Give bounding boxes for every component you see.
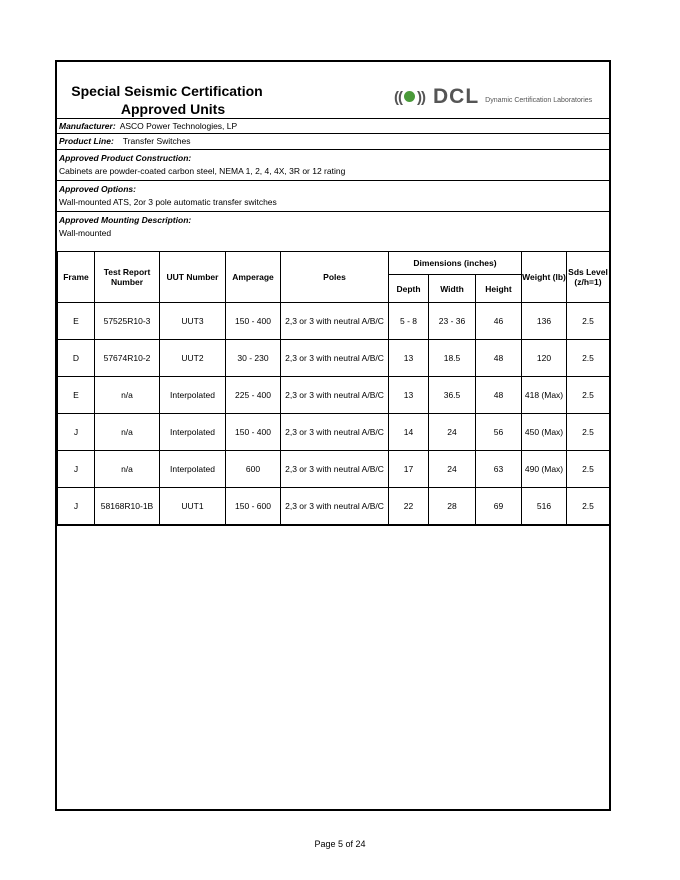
- cell-report: 57525R10-3: [95, 303, 160, 340]
- table-row: [58, 414, 610, 451]
- cell-height: 63: [476, 451, 522, 488]
- cell-poles: 2,3 or 3 with neutral A/B/C: [281, 488, 389, 526]
- cell-uut: UUT3: [160, 303, 226, 340]
- cell-sds: 2.5: [567, 451, 610, 488]
- cell-amperage: 30 - 230: [226, 340, 281, 377]
- signal-waves-icon: (( )): [394, 88, 425, 106]
- cell-report: n/a: [95, 414, 160, 451]
- cell-poles: 2,3 or 3 with neutral A/B/C: [281, 303, 389, 340]
- cell-frame: J: [58, 488, 95, 526]
- cell-sds: 2.5: [567, 414, 610, 451]
- construction-label: Approved Product Construction:: [59, 153, 192, 163]
- cell-depth: 22: [389, 488, 429, 526]
- options-row: [57, 180, 609, 211]
- cell-depth: 5 - 8: [389, 303, 429, 340]
- logo-subtitle: Dynamic Certification Laboratories: [485, 96, 593, 104]
- cell-height: 56: [476, 414, 522, 451]
- header-frame: Frame: [58, 252, 95, 303]
- header-depth: Depth: [389, 275, 429, 303]
- cell-depth: 17: [389, 451, 429, 488]
- page-number: Page 5 of 24: [314, 839, 366, 849]
- table-row: [58, 488, 610, 526]
- sheet-title-line2: Approved Units: [120, 101, 226, 117]
- header-height: Height: [476, 275, 522, 303]
- manufacturer-value: ASCO Power Technologies, LP: [119, 121, 238, 131]
- cell-weight: 418 (Max): [522, 377, 567, 414]
- cell-depth: 13: [389, 340, 429, 377]
- cell-poles: 2,3 or 3 with neutral A/B/C: [281, 451, 389, 488]
- cell-uut: Interpolated: [160, 451, 226, 488]
- product-line-value: Transfer Switches: [122, 136, 191, 146]
- sheet-header: [57, 62, 609, 118]
- cell-frame: E: [58, 303, 95, 340]
- cell-frame: J: [58, 414, 95, 451]
- cell-weight: 120: [522, 340, 567, 377]
- cell-depth: 13: [389, 377, 429, 414]
- logo-name: DCL: [433, 85, 480, 108]
- cell-width: 18.5: [429, 340, 476, 377]
- cell-poles: 2,3 or 3 with neutral A/B/C: [281, 340, 389, 377]
- mounting-value: Wall-mounted: [59, 228, 112, 238]
- cell-amperage: 600: [226, 451, 281, 488]
- cell-report: n/a: [95, 377, 160, 414]
- sheet-title-line1: Special Seismic Certification: [71, 83, 263, 99]
- green-dot-icon: [404, 91, 415, 102]
- mounting-row: [57, 211, 609, 251]
- header-dimensions: Dimensions (inches): [389, 252, 522, 275]
- manufacturer-row: [57, 118, 609, 133]
- cell-report: n/a: [95, 451, 160, 488]
- cell-frame: D: [58, 340, 95, 377]
- header-test-report: Test Report Number: [95, 252, 160, 303]
- options-label: Approved Options:: [59, 184, 136, 194]
- cell-poles: 2,3 or 3 with neutral A/B/C: [281, 377, 389, 414]
- cell-width: 36.5: [429, 377, 476, 414]
- cell-weight: 450 (Max): [522, 414, 567, 451]
- cell-height: 48: [476, 377, 522, 414]
- cell-sds: 2.5: [567, 377, 610, 414]
- header-weight: Weight (lb): [522, 252, 567, 303]
- cell-weight: 136: [522, 303, 567, 340]
- cell-amperage: 225 - 400: [226, 377, 281, 414]
- cell-amperage: 150 - 600: [226, 488, 281, 526]
- certification-sheet: [55, 60, 611, 811]
- cell-poles: 2,3 or 3 with neutral A/B/C: [281, 414, 389, 451]
- product-line-row: [57, 133, 609, 149]
- cell-weight: 490 (Max): [522, 451, 567, 488]
- cell-width: 24: [429, 451, 476, 488]
- options-value: Wall-mounted ATS, 2or 3 pole automatic transfer switches: [59, 197, 277, 207]
- header-uut-number: UUT Number: [160, 252, 226, 303]
- cell-report: 58168R10-1B: [95, 488, 160, 526]
- cell-report: 57674R10-2: [95, 340, 160, 377]
- approved-units-table: [57, 251, 610, 526]
- table-row: [58, 451, 610, 488]
- cell-uut: Interpolated: [160, 414, 226, 451]
- cell-uut: UUT1: [160, 488, 226, 526]
- cell-width: 24: [429, 414, 476, 451]
- header-sds-level: Sds Level (z/h=1): [567, 252, 610, 303]
- table-row: [58, 340, 610, 377]
- header-width: Width: [429, 275, 476, 303]
- cell-height: 46: [476, 303, 522, 340]
- cell-weight: 516: [522, 488, 567, 526]
- product-line-label: Product Line:: [59, 136, 114, 146]
- manufacturer-label: Manufacturer:: [59, 121, 116, 131]
- cell-height: 48: [476, 340, 522, 377]
- cell-depth: 14: [389, 414, 429, 451]
- cell-uut: UUT2: [160, 340, 226, 377]
- construction-row: [57, 149, 609, 180]
- cell-width: 23 - 36: [429, 303, 476, 340]
- construction-value: Cabinets are powder-coated carbon steel, NEMA 1, 2, 4, 4X, 3R or 12 rating: [59, 166, 346, 176]
- cell-uut: Interpolated: [160, 377, 226, 414]
- header-poles: Poles: [281, 252, 389, 303]
- cell-sds: 2.5: [567, 488, 610, 526]
- cell-amperage: 150 - 400: [226, 303, 281, 340]
- cell-sds: 2.5: [567, 340, 610, 377]
- cell-width: 28: [429, 488, 476, 526]
- cell-frame: J: [58, 451, 95, 488]
- mounting-label: Approved Mounting Description:: [59, 215, 192, 225]
- table-row: [58, 377, 610, 414]
- dcl-logo: [394, 86, 592, 108]
- cell-amperage: 150 - 400: [226, 414, 281, 451]
- table-row: [58, 303, 610, 340]
- header-amperage: Amperage: [226, 252, 281, 303]
- cell-frame: E: [58, 377, 95, 414]
- cell-height: 69: [476, 488, 522, 526]
- cell-sds: 2.5: [567, 303, 610, 340]
